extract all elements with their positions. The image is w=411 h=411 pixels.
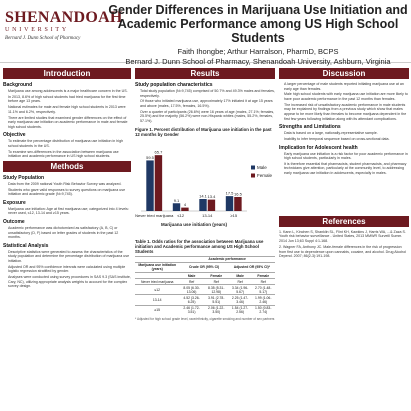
objective-list bbox=[3, 139, 131, 159]
table-cell: Never tried marijuana bbox=[135, 279, 179, 285]
data-label: 16.5 bbox=[234, 191, 242, 197]
table-header-cell: Marijuana use initiation (years) bbox=[135, 262, 179, 272]
list-item: • It is therefore essential that pharmacists, student pharmacists, and pharmacy technicians give attention, particularly at the community level, to addressing early marijuana use initiation in adolescents, especially in males. bbox=[284, 162, 409, 176]
table-cell: Ref bbox=[204, 279, 229, 285]
bar-male bbox=[226, 196, 233, 211]
list-item: • Descriptive statistics were generated to assess the characteristics of the study population and determine the percentage distribution of marijuana use initiation. bbox=[8, 250, 131, 264]
title-block bbox=[108, 3, 408, 66]
objective-label: Objective bbox=[3, 132, 26, 139]
table-cell: 2.06 (1.22-3.50) bbox=[204, 305, 229, 315]
population-label: Study Population bbox=[3, 174, 45, 181]
legend-swatch-male bbox=[251, 165, 255, 169]
list-item: • Marijuana use initiation: Age at first marijuana use; categorized into 4 levels: never used, ≤12, 13-14 and ≥15 years. bbox=[8, 207, 131, 216]
legend-label: Female bbox=[257, 172, 273, 178]
strengths-list bbox=[279, 131, 409, 141]
tick-label: ≤12 bbox=[177, 212, 185, 218]
bar-female bbox=[234, 197, 241, 211]
table-title: Table 1. Odds ratios for the association between Marijuana use initiation and Academic performance among US High School Students bbox=[135, 238, 264, 254]
table-cell: Ref bbox=[252, 279, 275, 285]
legend-swatch-female bbox=[251, 173, 255, 177]
data-label: 59.5 bbox=[146, 154, 154, 160]
list-item: • Inability to infer temporal sequence based on cross-sectional data. bbox=[284, 137, 409, 142]
left-column bbox=[3, 66, 131, 408]
table-row bbox=[135, 285, 275, 295]
table-note: * Adjusted for high school grade level, race/ethnicity, cigarette smoking and number of sex partners bbox=[135, 316, 275, 321]
figure-title: Figure 1. Percent distribution of Marijuana use initiation in the past 12 months by Gender bbox=[135, 126, 272, 137]
table-header-cell: Female bbox=[252, 272, 275, 278]
list-item: • In 2013, 8.6% of high school students had tried marijuana for the first time before age 13 years. bbox=[8, 95, 131, 104]
intro-heading: Introduction bbox=[3, 68, 131, 79]
list-item: • Data is based on a large, nationally-representative sample. bbox=[284, 131, 409, 136]
table-cell: ≤12 bbox=[135, 285, 179, 295]
list-item: • Academic performance was dichotomized as satisfactory (A, B, C) or unsatisfactory (D, F) based on letter grades of students in the past 12 months. bbox=[8, 226, 131, 240]
table-cell: 2.25 (1.47-3.46) bbox=[229, 295, 252, 305]
data-label: 65.7 bbox=[154, 149, 163, 155]
logo-school: Bernard J. Dunn School of Pharmacy bbox=[5, 36, 81, 41]
table-row bbox=[135, 295, 275, 305]
table-cell: 13-14 bbox=[135, 295, 179, 305]
data-label: 13.4 bbox=[207, 193, 216, 199]
reference-item: 1. Kann L, Kinchen S, Shanklin SL, Flint KH, Kawkins J, Harris WA, ...& Zaza S. Youth risk behavior surveillance - United States, 2013 MMWR Surveill Summ. 2014 Jun 13;63 Suppl 4:1-168. bbox=[279, 229, 406, 243]
legend-label: Male bbox=[257, 164, 267, 170]
table-header-cell: Adjusted OR (95% CI)* bbox=[229, 262, 275, 272]
characteristics-list bbox=[135, 89, 275, 124]
tick-label: Never tried marijuana bbox=[135, 212, 174, 218]
tick-label: 13-14 bbox=[202, 212, 213, 218]
table-cell: 3.34 (1.96-5.67) bbox=[229, 285, 252, 295]
table-cell: 8.35 (5.31-12.98) bbox=[204, 285, 229, 295]
list-item: • To estimate the percentage distribution of marijuana use initiation in high school students in the US. bbox=[8, 139, 131, 148]
bar-male bbox=[173, 203, 180, 211]
data-label: 14.1 bbox=[199, 193, 207, 199]
table-header-cell: Crude OR (95% CI) bbox=[179, 262, 228, 272]
data-label: 4 bbox=[183, 201, 187, 207]
list-item: • Adjusted OR and 95% confidence intervals were calculated using multiple logistic regression stratified by gender. bbox=[8, 265, 131, 274]
data-label: 17.5 bbox=[225, 190, 234, 196]
outcome-label: Outcome bbox=[3, 219, 25, 226]
list-item: • National estimates for male and female high school students in 2013 were 11.1% and 6.2%, respectively. bbox=[8, 105, 131, 114]
logo-university: UNIVERSITY bbox=[5, 27, 69, 33]
table-header-cell: Academic performance bbox=[179, 256, 275, 262]
table-cell: 1.54 (1.27-2.56) bbox=[229, 305, 252, 315]
list-item: • To examine sex-differences in the association between marijuana use initiation and academic performance in US high school students. bbox=[8, 150, 131, 159]
list-item: • A larger percentage of male students reported initiating marijuana use at an early age than females. bbox=[284, 82, 409, 91]
list-item: • Over a quarter of participants (26.6%) were 16 years of age (males, 27.1%; females, 25.5%) and the majority (56.2%) were non-Hispanic whites (males, 55.2%, females, 57.1%). bbox=[140, 110, 275, 124]
table-cell: 3.91 (2.78-5.51) bbox=[204, 295, 229, 305]
right-column bbox=[279, 66, 409, 408]
list-item: • Data from the 2009 national Youth Risk Behavior Survey was analyzed. bbox=[8, 182, 131, 187]
logo-mark: SHENANDOAH bbox=[5, 9, 123, 26]
table-row bbox=[135, 305, 275, 315]
university-logo bbox=[5, 9, 123, 50]
data-label: 9.1 bbox=[173, 197, 180, 203]
poster-header bbox=[0, 0, 411, 66]
implication-label: Implication for Adolescent health bbox=[279, 144, 358, 151]
implication-list bbox=[279, 152, 409, 176]
list-item: • Early marijuana use initiation is a risk factor for poor academic performance in high school students, particularly in males. bbox=[284, 152, 409, 161]
list-item: • Marijuana use among adolescents is a major healthcare concern in the US. bbox=[8, 89, 131, 94]
reference-item: 2. Wagner FA, Anthony JC. Male-female differences in the risk of progression from first use to dependence upon cannabis, cocaine, and alcohol. Drug Alcohol Depend. 2007; 86(2-3):191-198. bbox=[279, 244, 407, 259]
list-item: • The increased risk of unsatisfactory academic performance in male students may be explained by findings from a previous study which show that males appear to be more likely than females to become marijuana dependent in the first few years following initiation along with its attendant complications. bbox=[284, 103, 409, 121]
bar-male bbox=[146, 160, 153, 211]
table-cell: 1.99 (1.06-2.46) bbox=[252, 295, 275, 305]
background-label: Background bbox=[3, 82, 33, 88]
table-cell: 4.52 (3.26-6.25) bbox=[179, 295, 203, 305]
middle-column bbox=[135, 66, 275, 408]
exposure-label: Exposure bbox=[3, 199, 26, 206]
analysis-label: Statistical Analysis bbox=[3, 242, 49, 249]
poster-title: Gender Differences in Marijuana Use Initiation and Academic Performance among US High School Students bbox=[108, 3, 408, 45]
poster-authors: Faith Ihongbe; Arthur Harralson, PharmD, BCPS bbox=[177, 47, 339, 56]
characteristics-label: Study population characteristics bbox=[135, 82, 213, 88]
methods-heading: Methods bbox=[3, 161, 131, 172]
table-cell: 8.05 (6.30-13.06) bbox=[179, 285, 203, 295]
odds-ratio-table bbox=[135, 256, 275, 315]
list-item: • Students who gave valid responses to survey questions on marijuana use initiation and academic grade (N=9,745). bbox=[8, 188, 131, 197]
poster-affiliation: Bernard J. Dunn School of Pharmacy, Shenandoah University, Ashburn, Virginia bbox=[125, 57, 391, 66]
outcome-list bbox=[3, 226, 131, 240]
table-header-cell: Female bbox=[204, 272, 229, 278]
table-cell: Ref bbox=[179, 279, 203, 285]
list-item: • Total study population (N=9,745) comprised of 50.7% and 49.3% males and females, respectively. bbox=[140, 89, 275, 98]
table-cell: 2.46 (1.72-3.51) bbox=[179, 305, 203, 315]
table-header-cell: Male bbox=[179, 272, 203, 278]
discussion-heading: Discussion bbox=[279, 68, 409, 79]
analysis-list bbox=[3, 250, 131, 289]
exposure-list bbox=[3, 207, 131, 216]
bar-female bbox=[155, 155, 162, 211]
list-item: • Analyses were conducted using survey procedures in SAS 9.3 (SAS institute, Cary, NC), utilizing appropriate analysis weights to account for the complex survey design. bbox=[8, 275, 131, 289]
list-item: • There are limited studies that examined gender differences on the effect of early marijuana use initiation on academic performance in male and female high school students. bbox=[8, 116, 131, 130]
table-cell: 1.50 (0.83-2.74) bbox=[252, 305, 275, 315]
table-header-cell: Male bbox=[229, 272, 252, 278]
references-list bbox=[279, 230, 409, 259]
bar-female bbox=[181, 207, 188, 210]
tick-label: ≥15 bbox=[230, 212, 238, 218]
bar-female bbox=[208, 199, 215, 210]
discussion-list bbox=[279, 82, 409, 121]
bar-male bbox=[199, 199, 206, 211]
list-item: • Male high school students with early marijuana use initiation are more likely to have poor academic performance in the past 12 months than females. bbox=[284, 92, 409, 101]
strengths-label: Strengths and Limitations bbox=[279, 124, 341, 131]
population-list bbox=[3, 182, 131, 197]
list-item: • Of those who initiated marijuana use, approximately 17% initiated it at age 15 years and above (males, 17.5%, females, 16.5%). bbox=[140, 99, 275, 108]
references-heading: References bbox=[279, 216, 409, 227]
bar-chart bbox=[135, 139, 275, 231]
background-list bbox=[3, 89, 131, 129]
table-cell: ≥15 bbox=[135, 305, 179, 315]
x-axis-label: Marijuana use initiation (years) bbox=[160, 221, 228, 227]
table-cell: 2.70 (1.48-5.17) bbox=[252, 285, 275, 295]
table-header-row bbox=[135, 262, 275, 272]
results-heading: Results bbox=[135, 68, 275, 79]
table-cell: Ref bbox=[229, 279, 252, 285]
